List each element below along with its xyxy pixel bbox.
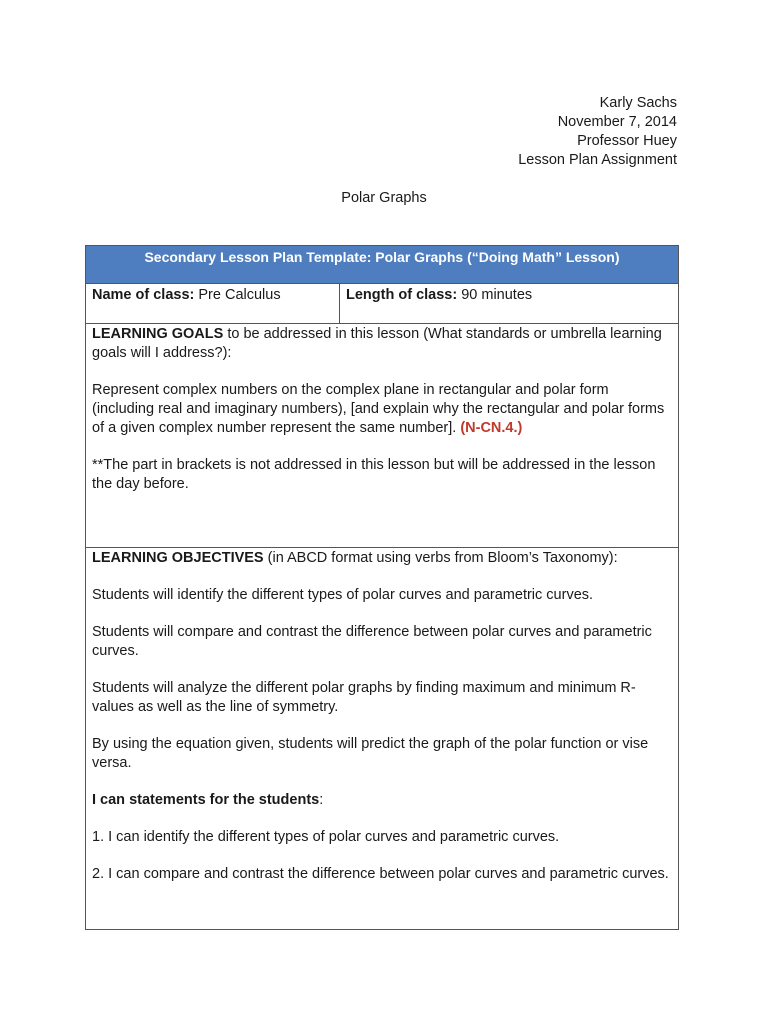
- document-date: November 7, 2014: [557, 114, 677, 130]
- learning-objectives-heading: [92, 549, 672, 568]
- learning-goals-body: [92, 381, 672, 438]
- document-title: Polar Graphs: [341, 190, 427, 206]
- learning-objectives-subtitle: (in ABCD format using verbs from Bloom’s Taxonomy):: [263, 550, 618, 566]
- professor-name: Professor Huey: [577, 133, 677, 149]
- i-can-item: 1. I can identify the different types of polar curves and parametric curves.: [92, 829, 560, 845]
- objective-item: Students will identify the different types of polar curves and parametric curves.: [92, 587, 594, 603]
- name-of-class-value: Pre Calculus: [194, 287, 281, 303]
- objective-item: Students will analyze the different polar graphs by finding maximum and minimum R-values as well as the line of symmetry.: [92, 680, 636, 715]
- i-can-heading: [92, 791, 672, 810]
- learning-goals-title: LEARNING GOALS: [92, 326, 224, 342]
- length-of-class-label: Length of class:: [346, 287, 458, 303]
- name-of-class-cell: [86, 284, 340, 323]
- learning-goals-section: [86, 324, 678, 548]
- learning-goals-heading: [92, 325, 672, 363]
- i-can-colon: :: [319, 792, 324, 808]
- table-banner: Secondary Lesson Plan Template: Polar Graphs (“Doing Math” Lesson): [86, 246, 678, 284]
- learning-goals-note: **The part in brackets is not addressed in this lesson but will be addressed in the lesson the day before.: [92, 457, 656, 492]
- assignment-name: Lesson Plan Assignment: [518, 152, 677, 168]
- length-of-class-value: 90 minutes: [457, 287, 533, 303]
- name-of-class-label: Name of class:: [92, 287, 195, 303]
- author-header: [518, 94, 677, 170]
- learning-objectives-section: [86, 548, 678, 929]
- i-can-item: 2. I can compare and contrast the difference between polar curves and parametric curves.: [92, 866, 669, 882]
- i-can-title: I can statements for the students: [92, 792, 320, 808]
- lesson-plan-table: [85, 245, 679, 930]
- author-name: Karly Sachs: [599, 95, 677, 111]
- learning-goals-subtitle: to be addressed in this lesson (What standards or umbrella learning goals will I address?):: [92, 326, 662, 361]
- length-of-class-cell: [340, 284, 678, 323]
- class-info-row: [86, 284, 678, 324]
- learning-objectives-title: LEARNING OBJECTIVES: [92, 550, 264, 566]
- objective-item: Students will compare and contrast the difference between polar curves and parametric curves.: [92, 624, 652, 659]
- standard-code: (N-CN.4.): [460, 420, 523, 436]
- learning-goals-text: Represent complex numbers on the complex plane in rectangular and polar form (including real and imaginary numbers), [and explain why the rectangular and polar forms of a given complex number represent the same number].: [92, 382, 665, 436]
- objective-item: By using the equation given, students will predict the graph of the polar function or vise versa.: [92, 736, 649, 771]
